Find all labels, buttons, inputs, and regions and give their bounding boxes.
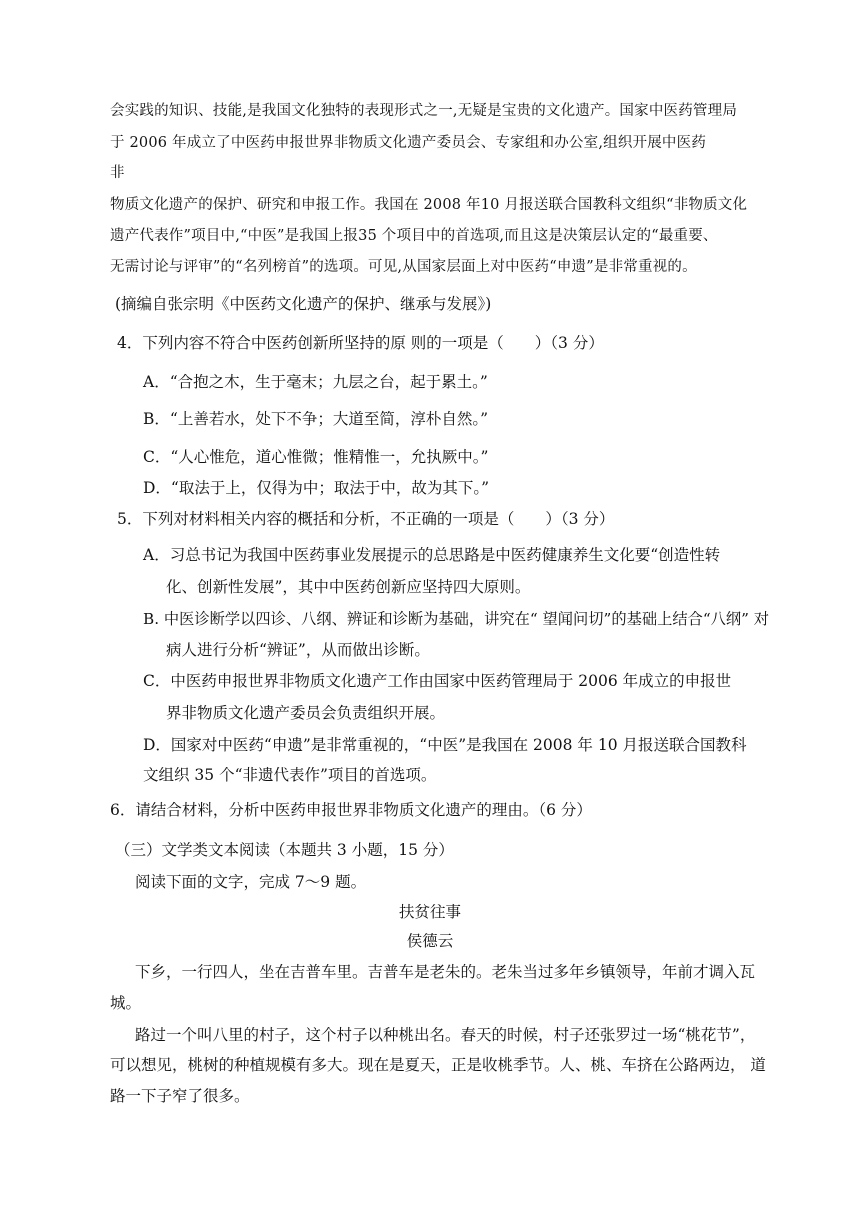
question-5-option-c-line-2: 界非物质文化遗产委员会负责组织开展。	[166, 704, 446, 722]
question-5-option-c-line-1: C．中医药申报世界非物质文化遗产工作由国家中医药管理局于 2006 年成立的申报世	[143, 672, 732, 690]
story-paragraph-2-line-3: 路一下子窄了很多。	[110, 1087, 250, 1105]
question-4-option-a: A．“合抱之木，生于毫末；九层之台，起于累土。”	[143, 373, 488, 391]
passage-line-6: 无需讨论与评审”的“名列榜首”的选项。可见,从国家层面上对中医药“申遗”是非常重视的。	[110, 259, 697, 275]
story-title: 扶贫往事	[398, 903, 461, 921]
story-paragraph-1-line-2: 城。	[110, 994, 142, 1012]
passage-line-2: 于 2006 年成立了中医药申报世界非物质文化遗产委员会、专家组和办公室,组织开展中医药	[110, 135, 707, 151]
story-author: 侯德云	[406, 932, 454, 950]
question-5-option-a-line-1: A．习总书记为我国中医药事业发展提示的总思路是中医药健康养生文化要“创造性转	[143, 546, 721, 564]
question-5-option-a-line-2: 化、创新性发展”，其中中医药创新应坚持四大原则。	[166, 578, 531, 596]
question-4-option-c: C．“人心惟危，道心惟微；惟精惟一，允执厥中。”	[143, 448, 489, 466]
question-5-option-b-line-1: B. 中医诊断学以四诊、八纲、辨证和诊断为基础，讲究在“ 望闻问切”的基础上结合“八纲” 对	[143, 610, 770, 628]
question-4-option-b: B．“上善若水，处下不争；大道至简，淳朴自然。”	[143, 410, 488, 428]
question-5-option-d-line-2: 文组织 35 个“非遗代表作”项目的首选项。	[143, 766, 437, 784]
section-3-instruction: 阅读下面的文字，完成 7～9 题。	[135, 873, 367, 891]
question-4-option-d: D．“取法于上，仅得为中；取法于中，故为其下。”	[143, 479, 490, 497]
story-paragraph-2-line-1: 路过一个叫八里的村子，这个村子以种桃出名。春天的时候，村子还张罗过一场“桃花节”，	[135, 1026, 756, 1044]
passage-source: (摘编自张宗明《中医药文化遗产的保护、继承与发展》)	[115, 295, 492, 313]
question-6-stem: 6．请结合材料，分析中医药申报世界非物质文化遗产的理由。（6 分）	[110, 801, 592, 819]
section-3-heading: （三）文学类文本阅读（本题共 3 小题，15 分）	[115, 841, 454, 859]
question-5-option-d-line-1: D．国家对中医药“申遗”是非常重视的，“中医”是我国在 2008 年 10 月报送联合国教科	[143, 736, 747, 754]
question-4-stem: 4．下列内容不符合中医药创新所坚持的原 则的一项是（ ）（3 分）	[117, 334, 604, 352]
question-5-option-b-line-2: 病人进行分析“辨证”，从而做出诊断。	[166, 641, 430, 659]
passage-line-1: 会实践的知识、技能,是我国文化独特的表现形式之一,无疑是宝贵的文化遗产。国家中医药管理局	[110, 103, 738, 119]
passage-line-3: 非	[110, 165, 125, 181]
question-5-stem: 5．下列对材料相关内容的概括和分析，不正确的一项是（ ）（3 分）	[117, 510, 615, 528]
story-paragraph-2-line-2: 可以想见，桃树的种植规模有多大。现在是夏天，正是收桃季节。人、桃、车挤在公路两边， 道	[110, 1056, 766, 1074]
passage-line-4: 物质文化遗产的保护、研究和申报工作。我国在 2008 年10 月报送联合国教科文组织“非物质文化	[110, 197, 748, 213]
story-paragraph-1-line-1: 下乡，一行四人，坐在吉普车里。吉普车是老朱的。老朱当过多年乡镇领导，年前才调入瓦	[135, 963, 756, 981]
passage-line-5: 遗产代表作”项目中,“中医”是我国上报35 个项目中的首选项,而且这是决策层认定的“最重要、	[110, 228, 718, 244]
